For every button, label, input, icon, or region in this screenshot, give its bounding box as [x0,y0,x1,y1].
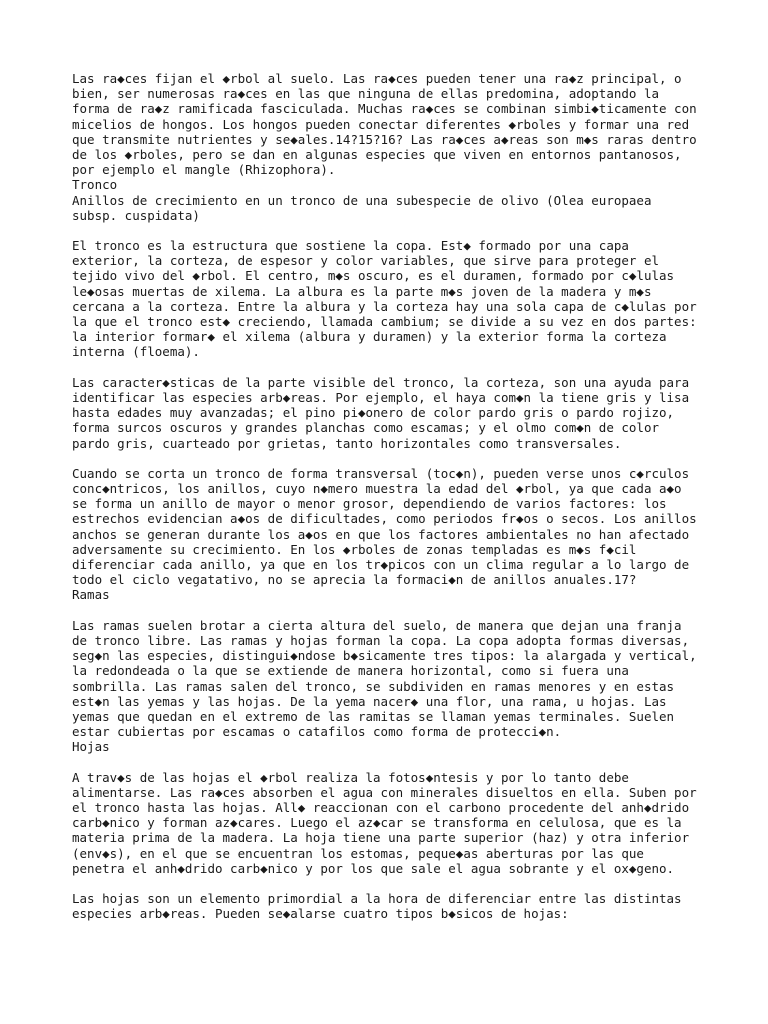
text-line: cercana a la corteza. Entre la albura y la corteza hay una sola capa de c◆lulas por [72,298,697,314]
paragraph-spacer [72,603,712,618]
text-line: estar cubiertas por escamas o catafilos como forma de protecci◆n. [72,724,562,740]
text-line: (env◆s), en el que se encuentran los estomas, peque◆as aberturas por las que [72,845,644,861]
text-line: forma surcos oscuros y grandes planchas como escamas; y el olmo com◆n de color [72,420,659,436]
text-line: diferenciar cada anillo, ya que en los tr◆picos con un clima regular a lo largo de [72,557,690,572]
paragraph-spacer [72,754,712,769]
text-line: Tronco [72,177,118,193]
text-line: Ramas [72,587,110,603]
text-line: por ejemplo el mangle (Rhizophora). [72,162,336,178]
text-line: Hojas [72,739,110,755]
text-line: carb◆nico y forman az◆cares. Luego el az◆car se transforma en celulosa, que es la [72,815,682,831]
text-line: Cuando se corta un tronco de forma transversal (toc◆n), pueden verse unos c◆rculos [72,465,690,481]
text-line: de tronco libre. Las ramas y hojas forman la copa. La copa adopta formas diversas, [72,632,690,648]
text-line: adversamente su crecimiento. En los ◆rboles de zonas templadas es m◆s f◆cil [72,541,637,557]
text-line: Anillos de crecimiento en un tronco de una subespecie de olivo (Olea europaea [72,192,652,208]
document-body [72,71,712,922]
text-line: hasta edades muy avanzadas; el pino pi◆onero de color pardo gris o pardo rojizo, [72,405,675,421]
text-line: anchos se generan durante los a◆os en que los factores ambientales no han afectado [72,526,690,542]
text-line: exterior, la corteza, de espesor y color variables, que sirve para proteger el [72,253,659,269]
paragraph-spacer [72,223,712,238]
text-line: pardo gris, cuarteado por grietas, tanto horizontales como transversales. [72,435,622,451]
paragraph [72,238,712,360]
paragraph-spacer [72,360,712,375]
text-line: bien, ser numerosas ra◆ces en las que ninguna de ellas predomina, adoptando la [72,86,659,102]
text-line: alimentarse. Las ra◆ces absorben el agua con minerales disueltos en ella. Suben por [72,784,697,800]
paragraph-spacer [72,451,712,466]
text-line: tejido vivo del ◆rbol. El centro, m◆s oscuro, es el duramen, formado por c◆lulas [72,268,675,284]
text-line: la que el tronco est◆ creciendo, llamada cambium; se divide a su vez en dos partes: [72,314,697,329]
paragraph [72,71,712,223]
text-line: Las ra◆ces fijan el ◆rbol al suelo. Las ra◆ces pueden tener una ra◆z principal, o [72,71,682,86]
text-line: el tronco hasta las hojas. All◆ reaccionan con el carbono procedente del anh◆drido [72,800,690,815]
text-line: interna (floema). [72,344,200,360]
paragraph [72,466,712,603]
text-line: A trav◆s de las hojas el ◆rbol realiza la fotos◆ntesis y por lo tanto debe [72,769,629,785]
text-line: yemas que quedan en el extremo de las ramitas se llaman yemas terminales. Suelen [72,708,675,724]
text-line: se forma un anillo de mayor o menor grosor, dependiendo de varios factores: los [72,496,667,512]
text-line: la redondeada o la que se extiende de manera horizontal, como si fuera una [72,663,629,679]
paragraph [72,375,712,451]
text-line: Las caracter◆sticas de la parte visible del tronco, la corteza, son una ayuda para [72,374,690,390]
text-line: seg◆n las especies, distingui◆ndose b◆sicamente tres tipos: la alargada y vertical, [72,648,697,664]
text-line: est◆n las yemas y las hojas. De la yema nacer◆ una flor, una rama, u hojas. Las [72,693,667,709]
paragraph [72,770,712,876]
text-line: estrechos evidencian a◆os de dificultades, como periodos fr◆os o secos. Los anillos [72,511,697,527]
text-line: conc◆ntricos, los anillos, cuyo n◆mero muestra la edad del ◆rbol, ya que cada a◆o [72,481,682,497]
text-line: forma de ra◆z ramificada fasciculada. Muchas ra◆ces se combinan simbi◆ticamente con [72,101,697,117]
text-line: todo el ciclo vegatativo, no se aprecia la formaci◆n de anillos anuales.17? [72,572,637,588]
text-line: micelios de hongos. Los hongos pueden conectar diferentes ◆rboles y formar una red [72,116,690,132]
text-line: sombrilla. Las ramas salen del tronco, se subdividen en ramas menores y en estas [72,678,675,694]
text-line: especies arb◆reas. Pueden se◆alarse cuatro tipos b◆sicos de hojas: [72,906,569,922]
paragraph [72,891,712,921]
text-line: subsp. cuspidata) [72,207,200,223]
text-line: le◆osas muertas de xilema. La albura es la parte m◆s joven de la madera y m◆s [72,283,652,299]
text-line: la interior formar◆ el xilema (albura y duramen) y la exterior forma la corteza [72,329,667,345]
text-line: identificar las especies arb◆reas. Por ejemplo, el haya com◆n la tiene gris y lisa [72,389,690,405]
text-line: El tronco es la estructura que sostiene la copa. Est◆ formado por una capa [72,238,629,254]
text-line: Las ramas suelen brotar a cierta altura del suelo, de manera que dejan una franja [72,617,682,633]
paragraph [72,618,712,755]
text-line: que transmite nutrientes y se◆ales.14?15?16? Las ra◆ces a◆reas son m◆s raras dentro [72,131,697,147]
paragraph-spacer [72,876,712,891]
text-line: de los ◆rboles, pero se dan en algunas especies que viven en entornos pantanosos, [72,146,682,162]
text-line: penetra el anh◆drido carb◆nico y por los que sale el agua sobrante y el ox◆geno. [72,860,675,876]
text-line: Las hojas son un elemento primordial a la hora de diferenciar entre las distintas [72,891,682,907]
text-line: materia prima de la madera. La hoja tiene una parte superior (haz) y otra inferior [72,830,690,846]
